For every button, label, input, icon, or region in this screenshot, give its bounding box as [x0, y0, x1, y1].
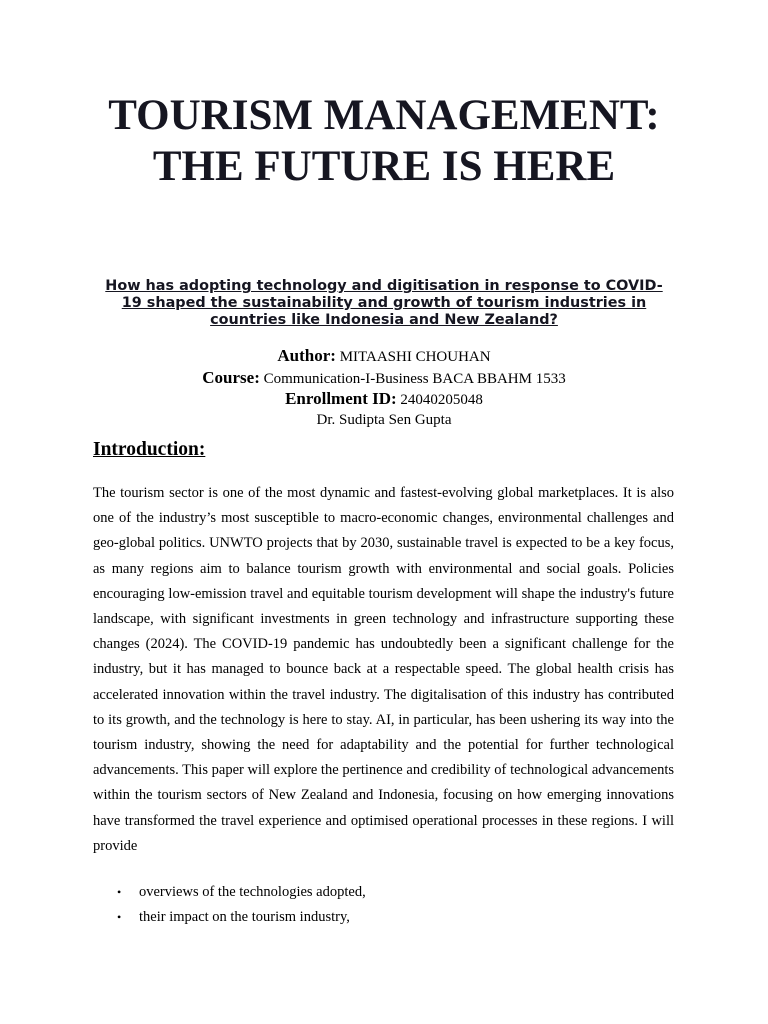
author-line: [84, 346, 684, 368]
section-heading: Introduction:: [93, 439, 206, 460]
bullet-list: [93, 880, 674, 930]
author-label: Author:: [277, 346, 336, 365]
course-name: Communication-I-Business BACA BBAHM 1533: [263, 370, 566, 387]
bullet-icon: •: [117, 910, 122, 925]
list-item: [93, 880, 674, 905]
research-question: How has adopting technology and digitisation in response to COVID-19 shaped the sustainability and growth of tourism industries in countries like Indonesia and New Zealand?: [105, 278, 663, 328]
enrollment-line: [84, 389, 684, 411]
enrollment-id: 24040205048: [400, 392, 483, 408]
course-label: Course:: [202, 367, 260, 387]
introduction-paragraph: The tourism sector is one of the most dynamic and fastest-evolving global marketplaces. It is also one of the industry’s most susceptible to macro-economic changes, environmental challenges and geo-global politics. UNWTO projects that by 2030, sustainable travel is expected to be a key focus, as many regions aim to balance tourism growth with environmental and social goals. Policies encouraging low-emission travel and equitable tourism development will shape the industry's future landscape, with significant investments in green technology and infrastructure supporting these changes (2024). The COVID-19 pandemic has undoubtedly been a significant challenge for the industry, but it has managed to bounce back at a respectable speed. The global health crisis has accelerated innovation within the travel industry. The digitalisation of this industry has contributed to its growth, and the technology is here to stay. AI, in particular, has been ushering its way into the tourism industry, showing the need for adaptability and the potential for further technological advancements. This paper will explore the pertinence and credibility of technological advancements within the tourism sectors of New Zealand and Indonesia, focusing on how emerging innovations have transformed the travel experience and optimised operational processes in these regions. I will provide: [93, 485, 674, 854]
list-item: [93, 905, 674, 930]
course-line: [84, 368, 684, 390]
supervisor-name: Dr. Sudipta Sen Gupta: [316, 411, 452, 428]
list-item-text: overviews of the technologies adopted,: [139, 884, 366, 900]
author-block: [84, 346, 684, 429]
bullet-icon: •: [117, 885, 122, 899]
author-name: MITAASHI CHOUHAN: [339, 349, 491, 365]
document-title: TOURISM MANAGEMENT: THE FUTURE IS HERE: [108, 92, 660, 190]
enrollment-label: Enrollment ID:: [285, 389, 397, 408]
list-item-text: their impact on the tourism industry,: [139, 909, 350, 926]
